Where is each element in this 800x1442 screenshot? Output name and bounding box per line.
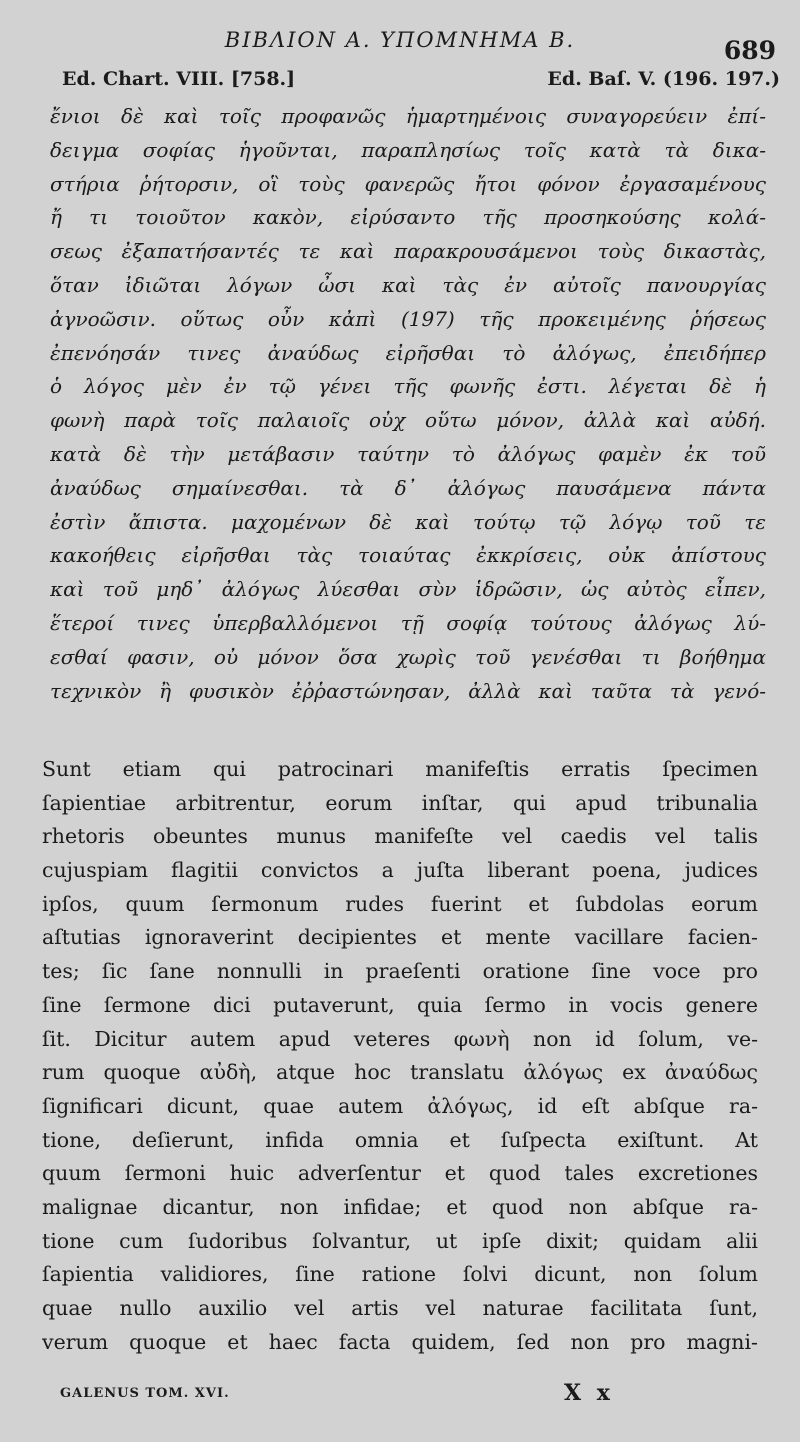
greek-line: ἀναύδως σημαίνεσθαι. τὰ δ᾽ ἀλόγως παυσάμενα πάντα <box>50 475 766 500</box>
latin-line: Sunt etiam qui patrocinari manifeſtis erratis ſpecimen <box>42 757 758 781</box>
latin-line: ſit. Dicitur autem apud veteres φωνὴ non id ſolum, ve- <box>42 1026 758 1051</box>
latin-line: rhetoris obeuntes munus manifeſte vel caedis vel talis <box>42 824 758 849</box>
greek-line: στήρια ῥήτορσιν, οἳ τοὺς φανερῶς ἤτοι φόνον ἐργασαμένους <box>50 171 766 196</box>
latin-line: quum ſermoni huic adverſentur et quod tales excretiones <box>42 1161 758 1186</box>
page-number: 689 <box>723 36 776 65</box>
greek-line: κακοήθεις εἰρῆσθαι τὰς τοιαύτας ἐκκρίσεις, οὐκ ἀπίστους <box>50 543 766 568</box>
latin-line: quae nullo auxilio vel artis vel naturae facilitata ſunt, <box>42 1296 758 1320</box>
greek-line: κατὰ δὲ τὴν μετάβασιν ταύτην τὸ ἀλόγως φαμὲν ἐκ τοῦ <box>50 441 766 466</box>
latin-line: malignae dicantur, non infidae; et quod non abſque ra- <box>42 1194 758 1219</box>
latin-text-block <box>42 753 758 1359</box>
greek-line: δειγμα σοφίας ἡγοῦνται, παραπλησίως τοῖς κατὰ τὰ δικα- <box>50 137 766 162</box>
latin-line: ipſos, quum ſermonum rudes fuerint et ſubdolas eorum <box>42 891 758 916</box>
greek-line: ἔνιοι δὲ καὶ τοῖς προφανῶς ἡμαρτημένοις συναγορεύειν ἐπί- <box>50 104 766 128</box>
edition-reference-line <box>62 68 780 90</box>
greek-line: ὁ λόγος μὲν ἐν τῷ γένει τῆς φωνῆς ἐστι. λέγεται δὲ ἡ <box>50 374 766 399</box>
greek-line: ἀγνοῶσιν. οὕτως οὖν κἀπὶ (197) τῆς προκειμένης ῥήσεως <box>50 306 766 331</box>
greek-line: φωνὴ παρὰ τοῖς παλαιοῖς οὐχ οὕτω μόνον, ἀλλὰ καὶ αὐδή. <box>50 408 766 433</box>
greek-line: ἐστὶν ἄπιστα. μαχομένων δὲ καὶ τούτῳ τῷ λόγῳ τοῦ τε <box>50 509 766 534</box>
greek-line: εσθαί φασιν, οὐ μόνον ὅσα χωρὶς τοῦ γενέσθαι τι βοήθημα <box>50 644 766 669</box>
greek-line: καὶ τοῦ μηδ᾽ ἀλόγως λύεσθαι σὺν ἱδρῶσιν, ὡς αὐτὸς εἶπεν, <box>50 577 766 602</box>
latin-line: aſtutias ignoraverint decipientes et mente vacillare facien- <box>42 925 758 950</box>
latin-line: tes; ſic ſane nonnulli in praeſenti oratione ſine voce pro <box>42 959 758 984</box>
edition-reference-right: Ed. Baſ. V. (196. 197.) <box>547 68 780 90</box>
latin-line: tione cum ſudoribus ſolvantur, ut ipſe dixit; quidam alii <box>42 1228 758 1253</box>
latin-line: tione, deſierunt, infida omnia et ſuſpecta exiſtunt. At <box>42 1127 758 1152</box>
greek-line: ἕτεροί τινες ὑπερβαλλόμενοι τῇ σοφίᾳ τούτους ἀλόγως λύ- <box>50 610 766 635</box>
footer-signature: GALENUS TOM. XVI. <box>60 1386 230 1401</box>
greek-line: σεως ἐξαπατήσαντές τε καὶ παρακρουσάμενοι τοὺς δικαστὰς, <box>50 239 766 264</box>
latin-line: ſapientia validiores, ſine ratione ſolvi dicunt, non ſolum <box>42 1262 758 1287</box>
footer-gathering-mark: X x <box>564 1380 614 1406</box>
running-title: ΒΙΒΛΙΟΝ Α. ΥΠΟΜΝΗΜΑ Β. <box>224 28 576 52</box>
latin-line: ſapientiae arbitrentur, eorum inſtar, qui apud tribunalia <box>42 790 758 815</box>
greek-line: ἤ τι τοιοῦτον κακὸν, εἰρύσαντο τῆς προσηκούσης κολά- <box>50 205 766 230</box>
latin-line: ſignificari dicunt, quae autem ἀλόγως, id eſt abſque ra- <box>42 1093 758 1118</box>
greek-line: ὅταν ἰδιῶται λόγων ὦσι καὶ τὰς ἐν αὐτοῖς πανουργίας <box>50 272 766 297</box>
latin-line: rum quoque αὐδὴ, atque hoc translatu ἀλόγως ex ἀναύδως <box>42 1060 758 1085</box>
latin-line: ſine ſermone dici putaverunt, quia ſermo in vocis genere <box>42 992 758 1017</box>
greek-text-block <box>50 100 766 708</box>
greek-line: ἐπενόησάν τινες ἀναύδως εἰρῆσθαι τὸ ἀλόγως, ἐπειδήπερ <box>50 340 766 365</box>
latin-line: verum quoque et haec facta quidem, ſed non pro magni- <box>42 1329 758 1354</box>
greek-line: τεχνικὸν ἢ φυσικὸν ἐῤῥαστώνησαν, ἀλλὰ καὶ ταῦτα τὰ γενό- <box>50 678 766 703</box>
latin-line: cujuspiam flagitii convictos a juſta liberant poena, judices <box>42 858 758 883</box>
edition-reference-left: Ed. Chart. VIII. [758.] <box>62 68 296 90</box>
